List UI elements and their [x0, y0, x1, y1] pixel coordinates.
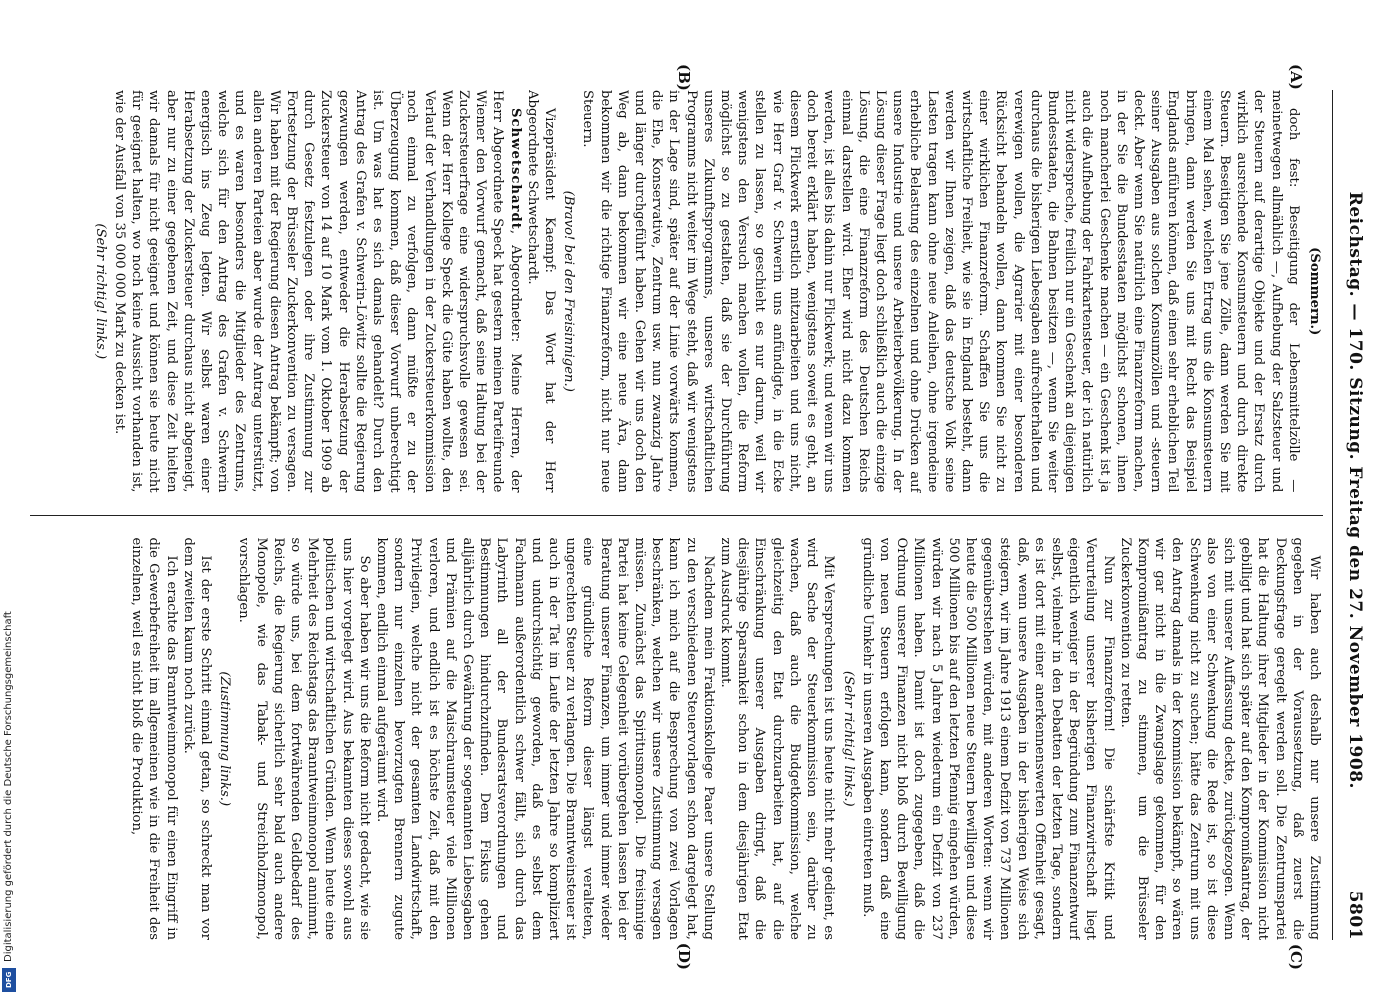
paragraph: Nun zur Finanzreform! Die schärfste Kritik und Verurteilung unserer bisherigen Finanzwirtschaft liegt eigentlich weniger in der Begründung zum Finanzentwurf selbst, vielmehr in den Debatten der letzten Tage, sondern es ist dort mit einer anerkennenswerten Offenheit gesagt, daß, wenn unsere Ausgaben in der bisherigen Weise sich steigern, wir im Jahre 1913 einem Defizit von 737 Millionen gegenüberstehen würden, mit anderen Worten: wenn wir heute die 500 Millionen neue Steuern bewilligen und diese 500 Millionen bis auf den letzten Pfennig eingehen würden, würden wir nach 5 Jahren wiederum ein Defizit von 237 Millionen haben. Damit ist doch zugegeben, daß die Ordnung unserer Finanzen nicht bloß durch Bewilligung von neuen Steuern erfolgen kann, sondern daß eine gründliche Umkehr in unseren Ausgaben eintreten muß.	[859, 537, 1116, 940]
paragraph: doch fest: Beseitigung der Lebensmittelzölle — meinetwegen allmählich —, Aufhebung der Salzsteuer und der Steuern auf derartige Objekte und der Ersatz durch wirklich ausreichende Konsumsteuern und durch direkte Steuern. Beseitigen Sie jene Zölle, dann werden Sie mit einem Mal sehen, welchen Ertrag uns die Konsumsteuern bringen, dann werden Sie uns mit Recht das Beispiel Englands anführen können, daß einen sehr erheblichen Teil seiner Ausgaben aus solchen Konsumzöllen und -steuern deckt. Aber wenn Sie natürlich eine Finanzreform machen, in der Sie die Bundesstaaten möglichst schonen, ihnen noch mancherlei Geschenke machen — ein Geschenk ist ja auch die Aufhebung der Fahrkartensteuer, der ich natürlich nicht widerspreche, freilich nur ein Geschenk an diejenigen Bundesstaaten, die Bahnen besitzen —, wenn Sie weiter durchaus die bisherigen Liebesgaben aufrechterhalten und verewigen wollen, die Agrarier mit einer besonderen Rücksicht behandeln wollen, dann kommen Sie nicht zu einer wirklichen Finanzreform. Schaffen Sie uns die wirtschaftliche Freiheit, wie sie in England besteht, dann werden wir Ihnen zeigen, daß das deutsche Volk seine Lasten tragen kann ohne neue Anleihen, ohne irgendeine erhebliche Belastung des einzelnen und ohne Drücken auf unsere Industrie und unsere Arbeiterbevölkerung. In der Lösung dieser Frage liegt doch schließlich auch die einzige Lösung, die eine Finanzreform des Deutschen Reichs einmal darstellen wird. Eher wird nicht dazu kommen werden, ist alles bis dahin nur Flickwerk; und wenn wir uns doch bereit erklärt haben, wenigstens soweit es geht, an diesem Flickwerk ernstlich mitzuarbeiten und uns nicht, wie Herr Graf v. Schwerin uns anfündigte, in die Ecke stellen zu lassen, so geschieht es nur darum, weil wir wenigstens den Versuch machen wollen, die Reform möglichst so zu gestalten, daß sie der Durchführung unseres Zukunftsprogramms, unseres wirtschaftlichen Programms nicht weiter im Wege steht, daß wir wenigstens in der Lage sind, später auf der Linie vorwärts kommen, die Ehe, Konservative, Zentrum usw. nun zwanzig Jahre und länger durchgeführt haben. Gehen wir uns doch den Weg ab, dann bekommen wir eine neue Ära, dann bekommen wir die richtige Finanzreform, nicht nur neue Steuern.	[580, 90, 1301, 493]
interjection: (Bravo! bei den Freisinnigen.)	[561, 190, 577, 392]
left-column	[30, 90, 1323, 493]
paragraph: Mit Versprechungen ist uns heute nicht mehr gedient, es wird Sache der Steuerkommission sein, darüber zu wachen, daß auch die Budgetkommission, welche gleichzeitig den Etat durchzuarbeiten hat, auf die Einschränkung unserer Ausgaben dringt, daß die diesjährige Sparsamkeit schon in dem diesjährigen Etat zum Ausdruck kommt.	[718, 537, 837, 940]
interjection: (Zustimmung links.)	[217, 671, 233, 807]
text-columns	[30, 90, 1323, 940]
head-rule	[1332, 90, 1333, 940]
margin-mark-b: (B)	[675, 64, 693, 91]
margin-mark-c: (C)	[1287, 943, 1305, 970]
interjection: (Sehr richtig! links.)	[92, 223, 108, 360]
running-head-left: Reichstag. — 170. Sitzung. Freitag den 27. November 1908.	[1345, 191, 1365, 789]
interjection: (Sehr richtig! links.)	[840, 670, 856, 807]
paragraph: Ich erachte das Branntweinmonopol für einen Eingriff in die Gewerbefreiheit im allgemeinen wie in die Freiheit des einzelnen, weil es nicht bloß die Produktion,	[129, 537, 179, 940]
margin-mark-a: (A)	[1287, 64, 1305, 90]
right-column	[30, 538, 1323, 941]
page-number: 5801	[1345, 890, 1365, 940]
margin-mark-d: (D)	[675, 942, 693, 970]
continuation-speaker: (Sommern.)	[1307, 247, 1322, 336]
paragraph: Wir haben auch deshalb nur unsere Zustimmung gegeben in der Voraussetzung, daß zuerst die Deckungsfrage geregelt werden soll. Die Zentrumspartei hat die Haltung ihrer Mitglieder in der Kommission nicht gebilligt und hat sich später auf den Kompromißantrag, der sich mit unserer Auffassung deckte, zurückgezogen. Wenn also von einer Schwenkung die Rede ist, so ist diese Schwenkung nicht zu suchen; hätte das Zentrum mit uns den Antrag damals in der Kommission bekämpft, so wären wir gar nicht in die Zwangslage gekommen, für den Kompromißantrag zu stimmen, um die Brüsseler Zuckerkonvention zu retten.	[1117, 537, 1322, 940]
digitization-credit-text: Digitalisierung gefördert durch die Deutsche Forschungsgemeinschaft	[3, 611, 14, 962]
speech-text: , Abgeordneter: Meine Herren, der Herr Abgeordnete Speck hat gestern meinen Parteifreunde Wiemer den Vorwurf gemacht, daß seine Haltung bei der Zuckersteuerfrage eine widerspruchsvolle gewesen sei. Wenn der Herr Kollege Speck die Güte haben wollte, den Verlauf der Verhandlungen in der Zuckersteuerkommission noch einmal zu verfolgen, dann müßte er zu der Überzeugung kommen, daß dieser Vorwurf unberechtigt ist. Um was hat es sich damals gehandelt? Durch den Antrag des Grafen v. Schwerin-Löwitz sollte die Regierung gezwungen werden, entweder die Herabsetzung der Zuckersteuer von 14 auf 10 Mark vom 1. Oktober 1909 ab durch Gesetz festzulegen oder ihre Zustimmung zur Fortsetzung der Brüsseler Zuckerkonvention zu versagen. Wir haben mit der Regierung diesen Antrag bekämpft; von allen anderen Parteien aber wurde der Antrag unterstützt, und es waren besonders die Mitglieder des Zentrums, welche sich für den Antrag des Grafen v. Schwerin energisch ins Zeug legten. Wir selbst waren einer Herabsetzung der Zuckersteuer durchaus nicht abgeneigt, aber nur zu einer gegebenen Zeit, und diese Zeit hielten wir damals für nicht geeignet und können sie heute nicht für geeignet halten, wo noch keine Aussicht vorhanden ist, wie der Ausfall von 35 000 000 Mark zu decken ist.	[111, 90, 523, 493]
speech-intro	[111, 90, 524, 493]
presiding-remark: Vizepräsident Kaempf: Das Wort hat der Herr Abgeordnete Schwetschardt.	[524, 90, 558, 493]
paragraph: So aber haben wir uns die Reform nicht gedacht, wie sie uns hier vorgelegt wird. Aus bekannten dieses sowohl aus politischen und wirtschaftlichen Gründen. Wenn heute eine Mehrheit des Reichstags das Branntweinmonopol annimmt, so würde uns, bei dem fortwährenden Geldbedarf des Reichs, die Regierung sicherlich sehr bald auch andere Monopole, wie das Tabak- und Streichholzmonopol, vorschlagen.	[236, 537, 372, 940]
speaker-name: Schwetschardt	[507, 108, 523, 230]
dfg-logo: DFG	[2, 968, 16, 992]
running-head	[1345, 90, 1365, 940]
paragraph: Nachdem mein Fraktionskollege Paaer unsere Stellung zu den verschiedenen Steuervorlagen schon dargelegt hat, kann ich mich auf die Besprechung von zwei Vorlagen beschränken, welchen wir unsere Zustimmung versagen müssen. Zunächst das Spiritusmonopol. Die freisinnige Partei hat keine Gelegenheit vorübergehen lassen bei der Beratung unserer Finanzen, um immer und immer wieder eine gründliche Reform dieser längst veralteten, ungerechten Steuer zu verlangen. Die Branntweinsteuer ist auch in der Tat im Laufe der letzten Jahre so kompliziert und undurchsichtig geworden, daß es selbst dem Fachmann außerordentlich schwer fällt, sich durch das Labyrinth all der Bundesratsverordnungen und Bestimmungen hindurchzufinden. Dem Fiskus gehen alljährlich durch Gewährung der sogenannten Liebesgaben und Prämien auf die Maischraumsteuer viele Millionen verloren, und endlich ist es höchste Zeit, daß mit den Privilegien, welche nicht der gesamten Landwirtschaft, sondern nur einzelnen bevorzugten Brennern zugute kommen, endlich einmal aufgeräumt wird.	[374, 537, 716, 940]
paragraph: Ist der erste Schritt einmal getan, so schreckt man vor dem zweiten kaum noch zurück.	[180, 537, 213, 940]
column-divider	[30, 515, 1323, 516]
